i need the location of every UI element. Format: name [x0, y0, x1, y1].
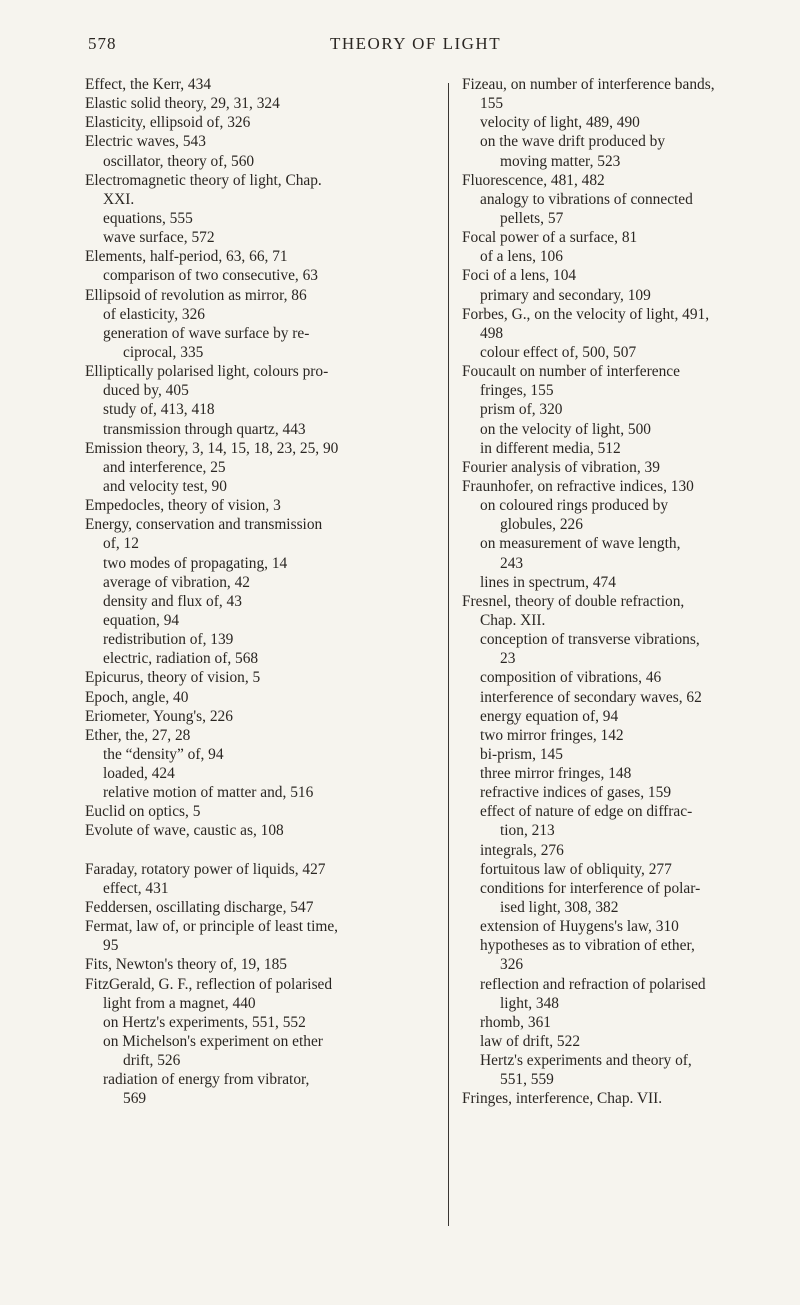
index-subentry: on Michelson's experiment on ether [103, 1033, 323, 1051]
index-subentry: loaded, 424 [103, 765, 175, 783]
index-subentry: ised light, 308, 382 [500, 899, 619, 917]
index-subentry: 551, 559 [500, 1071, 554, 1089]
index-entry: Energy, conservation and transmission [85, 516, 323, 534]
index-subentry: 498 [480, 324, 504, 342]
index-subentry: the “density” of, 94 [103, 745, 224, 763]
column-divider [448, 83, 449, 1226]
index-subentry: primary and secondary, 109 [480, 286, 651, 304]
index-subentry: fringes, 155 [480, 382, 554, 400]
index-subentry: on coloured rings produced by [480, 497, 669, 515]
index-entry: Epicurus, theory of vision, 5 [85, 669, 261, 687]
index-subentry: in different media, 512 [480, 439, 621, 457]
index-entry: Elliptically polarised light, colours pro- [85, 363, 329, 381]
index-subentry: of elasticity, 326 [103, 305, 206, 323]
index-subentry: bi-prism, 145 [480, 745, 563, 763]
index-subentry: light from a magnet, 440 [103, 994, 256, 1012]
index-subentry: and interference, 25 [103, 458, 226, 476]
index-entry: Emission theory, 3, 14, 15, 18, 23, 25, 90 [85, 439, 339, 457]
index-subentry: electric, radiation of, 568 [103, 650, 259, 668]
index-subentry: 155 [480, 95, 504, 113]
index-entry [85, 841, 430, 860]
index-subentry: two mirror fringes, 142 [480, 726, 624, 744]
index-subentry: of a lens, 106 [480, 248, 563, 266]
index-entry: Faraday, rotatory power of liquids, 427 [85, 860, 326, 878]
index-entry: Elastic solid theory, 29, 31, 324 [85, 95, 280, 113]
index-subentry: colour effect of, 500, 507 [480, 343, 637, 361]
index-subentry: drift, 526 [123, 1052, 181, 1070]
index-subentry: globules, 226 [500, 516, 583, 534]
index-entry: Ellipsoid of revolution as mirror, 86 [85, 286, 307, 304]
index-subentry: on measurement of wave length, [480, 535, 681, 553]
index-subentry: tion, 213 [500, 822, 555, 840]
index-entry: Elements, half-period, 63, 66, 71 [85, 248, 288, 266]
index-subentry: two modes of propagating, 14 [103, 554, 288, 572]
index-subentry: prism of, 320 [480, 401, 563, 419]
index-entry: Fluorescence, 481, 482 [462, 171, 605, 189]
index-subentry: equations, 555 [103, 209, 193, 227]
index-subentry: hypotheses as to vibration of ether, [480, 937, 695, 955]
index-entry: Focal power of a surface, 81 [462, 229, 638, 247]
index-subentry: conception of transverse vibrations, [480, 631, 700, 649]
index-subentry: interference of secondary waves, 62 [480, 688, 702, 706]
index-subentry: extension of Huygens's law, 310 [480, 918, 679, 936]
index-subentry: transmission through quartz, 443 [103, 420, 306, 438]
index-entry: Elasticity, ellipsoid of, 326 [85, 114, 251, 132]
index-entry: Fourier analysis of vibration, 39 [462, 458, 660, 476]
index-entry: Evolute of wave, caustic as, 108 [85, 822, 284, 840]
index-entry: Feddersen, oscillating discharge, 547 [85, 899, 314, 917]
index-subentry: velocity of light, 489, 490 [480, 114, 640, 132]
index-entry: Euclid on optics, 5 [85, 803, 201, 821]
index-subentry: duced by, 405 [103, 382, 189, 400]
index-subentry: refractive indices of gases, 159 [480, 784, 672, 802]
index-subentry: lines in spectrum, 474 [480, 573, 616, 591]
index-entry: Electric waves, 543 [85, 133, 206, 151]
index-subentry: redistribution of, 139 [103, 631, 234, 649]
index-subentry: comparison of two consecutive, 63 [103, 267, 318, 285]
index-subentry: analogy to vibrations of connected [480, 190, 693, 208]
index-entry: Electromagnetic theory of light, Chap. [85, 171, 322, 189]
index-entry: Eriometer, Young's, 226 [85, 707, 233, 725]
index-column-left [85, 75, 430, 1109]
index-subentry: law of drift, 522 [480, 1033, 581, 1051]
index-entry: Foci of a lens, 104 [462, 267, 577, 285]
index-subentry: and velocity test, 90 [103, 477, 227, 495]
index-entry: Fits, Newton's theory of, 19, 185 [85, 956, 287, 974]
index-subentry: 243 [500, 554, 524, 572]
index-subentry: reflection and refraction of polarised [480, 975, 706, 993]
index-subentry: on the velocity of light, 500 [480, 420, 651, 438]
index-entry: Forbes, G., on the velocity of light, 491, [462, 305, 710, 323]
index-subentry: average of vibration, 42 [103, 573, 251, 591]
index-subentry: oscillator, theory of, 560 [103, 152, 255, 170]
index-subentry: composition of vibrations, 46 [480, 669, 662, 687]
index-subentry: moving matter, 523 [500, 152, 621, 170]
index-subentry: density and flux of, 43 [103, 592, 242, 610]
index-subentry: energy equation of, 94 [480, 707, 619, 725]
index-subentry: 326 [500, 956, 524, 974]
index-entry: Ether, the, 27, 28 [85, 726, 191, 744]
index-subentry: Hertz's experiments and theory of, [480, 1052, 692, 1070]
index-subentry: equation, 94 [103, 611, 180, 629]
index-entry: Empedocles, theory of vision, 3 [85, 497, 281, 515]
index-entry: Effect, the Kerr, 434 [85, 76, 212, 93]
index-subentry: on Hertz's experiments, 551, 552 [103, 1013, 306, 1031]
page-header [0, 34, 800, 58]
index-subentry: 569 [123, 1090, 147, 1108]
page-number: 578 [88, 34, 117, 53]
running-title: THEORY OF LIGHT [330, 34, 502, 53]
index-subentry: radiation of energy from vibrator, [103, 1071, 310, 1089]
index-subentry: three mirror fringes, 148 [480, 765, 632, 783]
index-subentry: wave surface, 572 [103, 229, 215, 247]
index-subentry: XXI. [103, 190, 135, 208]
index-subentry: integrals, 276 [480, 841, 564, 859]
index-subentry: Chap. XII. [480, 611, 546, 629]
index-subentry: ciprocal, 335 [123, 343, 204, 361]
index-entry: Fizeau, on number of interference bands, [462, 76, 715, 93]
index-entry: Foucault on number of interference [462, 363, 680, 381]
index-subentry: of, 12 [103, 535, 139, 553]
index-subentry: study of, 413, 418 [103, 401, 215, 419]
index-entry: Fraunhofer, on refractive indices, 130 [462, 477, 694, 495]
index-subentry: generation of wave surface by re- [103, 324, 310, 342]
index-entry: FitzGerald, G. F., reflection of polarised [85, 975, 333, 993]
index-entry: Fermat, law of, or principle of least time, [85, 918, 339, 936]
index-subentry: relative motion of matter and, 516 [103, 784, 314, 802]
index-entry: Fresnel, theory of double refraction, [462, 592, 685, 610]
index-subentry: effect of nature of edge on diffrac- [480, 803, 693, 821]
index-subentry: 23 [500, 650, 516, 668]
index-subentry: effect, 431 [103, 879, 169, 897]
index-subentry: 95 [103, 937, 119, 955]
index-subentry: on the wave drift produced by [480, 133, 666, 151]
index-subentry: pellets, 57 [500, 209, 564, 227]
index-subentry: rhomb, 361 [480, 1013, 551, 1031]
index-entry: Epoch, angle, 40 [85, 688, 189, 706]
index-subentry: light, 348 [500, 994, 559, 1012]
index-entry: Fringes, interference, Chap. VII. [462, 1090, 663, 1108]
index-subentry: conditions for interference of polar- [480, 879, 701, 897]
index-subentry: fortuitous law of obliquity, 277 [480, 860, 672, 878]
index-column-right [462, 75, 782, 1109]
